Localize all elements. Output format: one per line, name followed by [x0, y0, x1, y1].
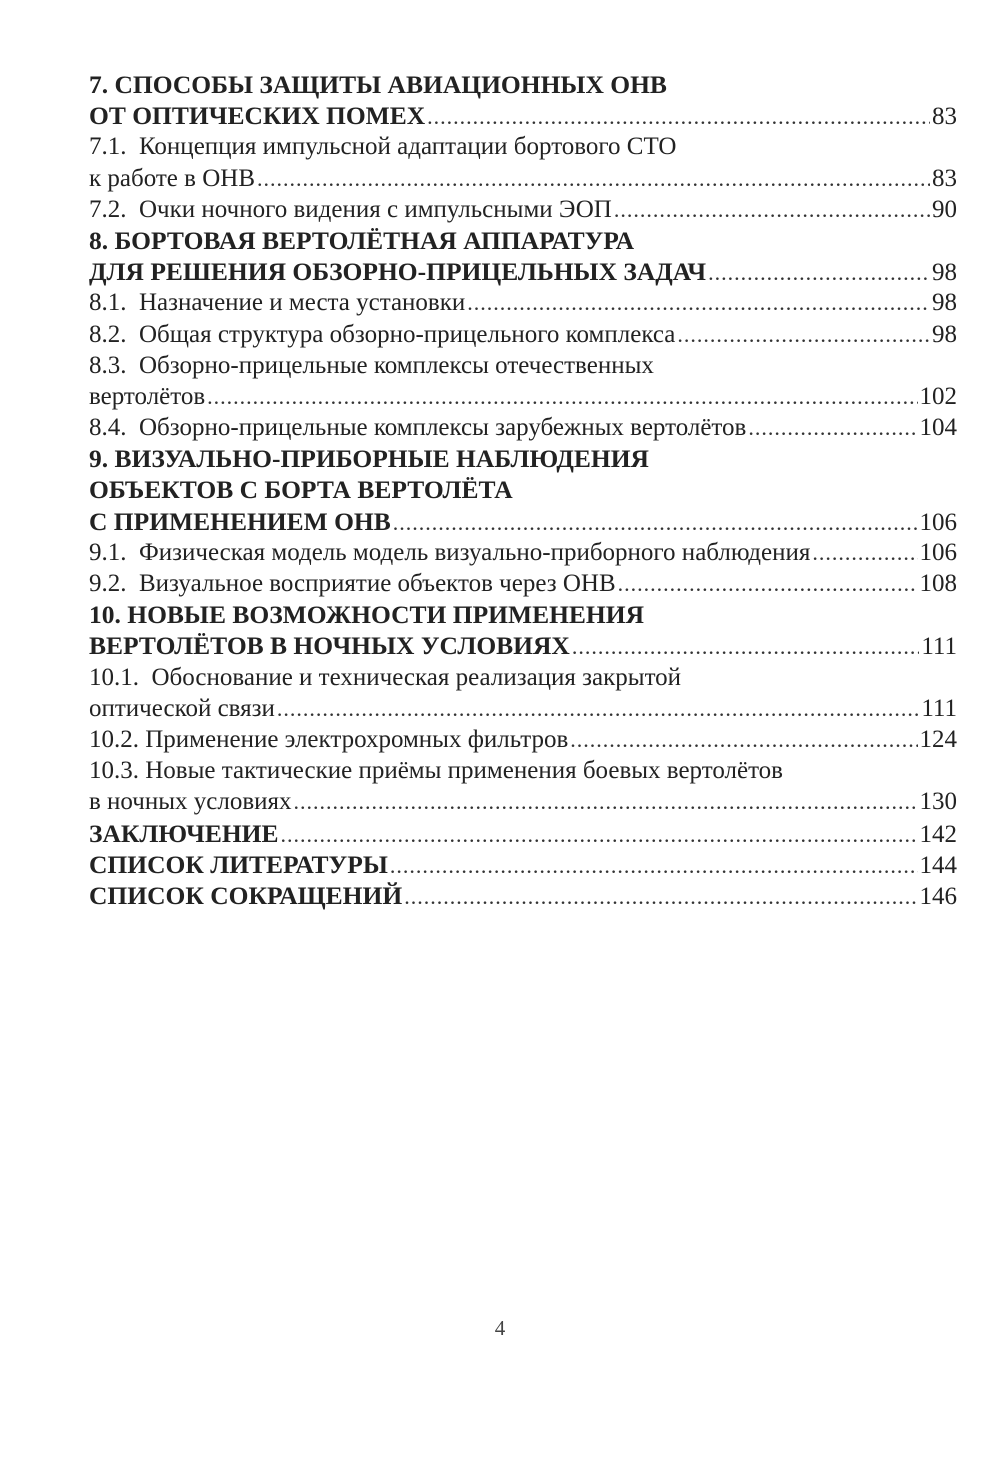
toc-entry-text: ЗАКЛЮЧЕНИЕ	[89, 818, 279, 848]
toc-entry	[89, 599, 957, 630]
toc-entry	[89, 568, 957, 599]
toc-entry-text: 8.3. Обзорно-прицельные комплексы отечественных	[89, 351, 654, 379]
toc-entry	[89, 849, 957, 880]
dot-leader	[618, 568, 918, 599]
toc-entry	[89, 163, 957, 194]
toc-entry-page: 102	[919, 382, 957, 410]
toc-entry	[89, 350, 957, 381]
dot-leader	[614, 194, 930, 225]
toc-entry	[89, 755, 957, 786]
toc-entry	[89, 194, 957, 225]
dot-leader	[812, 537, 917, 568]
dot-leader	[281, 819, 918, 850]
toc-entry-text: 7. СПОСОБЫ ЗАЩИТЫ АВИАЦИОННЫХ ОНВ	[89, 70, 667, 99]
dot-leader	[467, 287, 930, 318]
toc-entry-text: СПИСОК ЛИТЕРАТУРЫ	[89, 849, 388, 879]
toc-entry	[89, 131, 957, 162]
toc-entry-text: оптической связи	[89, 694, 275, 722]
dot-leader	[404, 881, 917, 912]
toc-entry-text: 9.2. Визуальное восприятие объектов через ОНВ	[89, 570, 616, 597]
dot-leader	[257, 163, 930, 194]
dot-leader	[277, 693, 919, 724]
dot-leader	[748, 412, 917, 443]
toc-entry	[89, 818, 957, 849]
toc-entry	[89, 630, 957, 661]
toc-entry-text: в ночных условиях	[89, 788, 292, 816]
toc-entry	[89, 287, 957, 318]
toc-entry-page: 90	[932, 195, 957, 223]
toc-entry-page: 98	[932, 320, 957, 348]
toc-entry-page: 83	[932, 103, 957, 131]
toc-entry	[89, 412, 957, 443]
toc-entry	[89, 880, 957, 911]
toc-entry-text: 7.2. Очки ночного видения с импульсными ЭОП	[89, 195, 612, 223]
dot-leader	[570, 724, 917, 755]
toc-entry	[89, 100, 957, 131]
toc-entry-page: 124	[919, 725, 957, 753]
toc-entry-text: 9.1. Физическая модель модель визуально-приборного наблюдения	[89, 538, 811, 566]
page-number: 4	[494, 1316, 506, 1340]
toc-entry	[89, 662, 957, 693]
table-of-contents	[89, 69, 957, 911]
toc-entry-text: 10. НОВЫЕ ВОЗМОЖНОСТИ ПРИМЕНЕНИЯ	[89, 600, 644, 630]
toc-entry	[89, 69, 957, 100]
toc-entry-text: 8.4. Обзорно-прицельные комплексы зарубежных вертолётов	[89, 414, 747, 442]
toc-entry	[89, 724, 957, 755]
dot-leader	[390, 850, 918, 881]
toc-entry-text: ОТ ОПТИЧЕСКИХ ПОМЕХ	[89, 101, 426, 131]
toc-entry-page: 83	[932, 164, 957, 192]
toc-entry-page: 98	[932, 259, 957, 287]
toc-entry	[89, 256, 957, 287]
dot-leader	[207, 381, 917, 412]
toc-entry-text: к работе в ОНВ	[89, 164, 255, 192]
toc-entry-text: вертолётов	[89, 382, 206, 410]
toc-entry-text: 7.1. Концепция импульсной адаптации бортового СТО	[89, 133, 677, 161]
dot-leader	[572, 631, 920, 662]
dot-leader	[393, 507, 918, 538]
toc-entry-text: С ПРИМЕНЕНИЕМ ОНВ	[89, 506, 391, 536]
toc-entry-text: 9. ВИЗУАЛЬНО-ПРИБОРНЫЕ НАБЛЮДЕНИЯ	[89, 444, 649, 474]
toc-entry-text: 10.2. Применение электрохромных фильтров	[89, 725, 569, 753]
toc-entry-page: 108	[919, 570, 957, 597]
toc-entry-text: 10.3. Новые тактические приёмы применения боевых вертолётов	[89, 757, 783, 785]
toc-entry-text: 8.1. Назначение и места установки	[89, 289, 466, 317]
toc-entry	[89, 381, 957, 412]
toc-entry	[89, 506, 957, 537]
toc-entry-page: 98	[932, 289, 957, 317]
toc-entry-page: 111	[921, 633, 957, 661]
toc-entry	[89, 225, 957, 256]
toc-entry-page: 142	[919, 820, 957, 848]
toc-entry-text: ОБЪЕКТОВ С БОРТА ВЕРТОЛЁТА	[89, 475, 513, 505]
toc-entry	[89, 786, 957, 817]
toc-entry	[89, 443, 957, 474]
dot-leader	[427, 101, 930, 132]
toc-entry	[89, 537, 957, 568]
toc-entry-text: СПИСОК СОКРАЩЕНИЙ	[89, 880, 403, 910]
toc-entry-page: 111	[921, 694, 957, 722]
toc-entry-page: 146	[919, 882, 957, 910]
dot-leader	[294, 786, 918, 817]
toc-entry	[89, 693, 957, 724]
toc-entry	[89, 474, 957, 505]
toc-entry	[89, 319, 957, 350]
dot-leader	[677, 319, 930, 350]
toc-entry-page: 144	[919, 851, 957, 879]
toc-entry-page: 106	[919, 538, 957, 566]
toc-entry-text: ДЛЯ РЕШЕНИЯ ОБЗОРНО-ПРИЦЕЛЬНЫХ ЗАДАЧ	[89, 257, 707, 287]
toc-entry-text: 8. БОРТОВАЯ ВЕРТОЛЁТНАЯ АППАРАТУРА	[89, 225, 635, 255]
toc-entry-text: ВЕРТОЛЁТОВ В НОЧНЫХ УСЛОВИЯХ	[89, 631, 570, 661]
toc-entry-page: 106	[919, 508, 957, 536]
toc-entry-text: 8.2. Общая структура обзорно-прицельного комплекса	[89, 320, 676, 348]
toc-entry-page: 130	[919, 788, 957, 816]
toc-entry-text: 10.1. Обоснование и техническая реализация закрытой	[89, 663, 682, 691]
toc-entry-page: 104	[919, 414, 957, 442]
dot-leader	[708, 257, 930, 288]
